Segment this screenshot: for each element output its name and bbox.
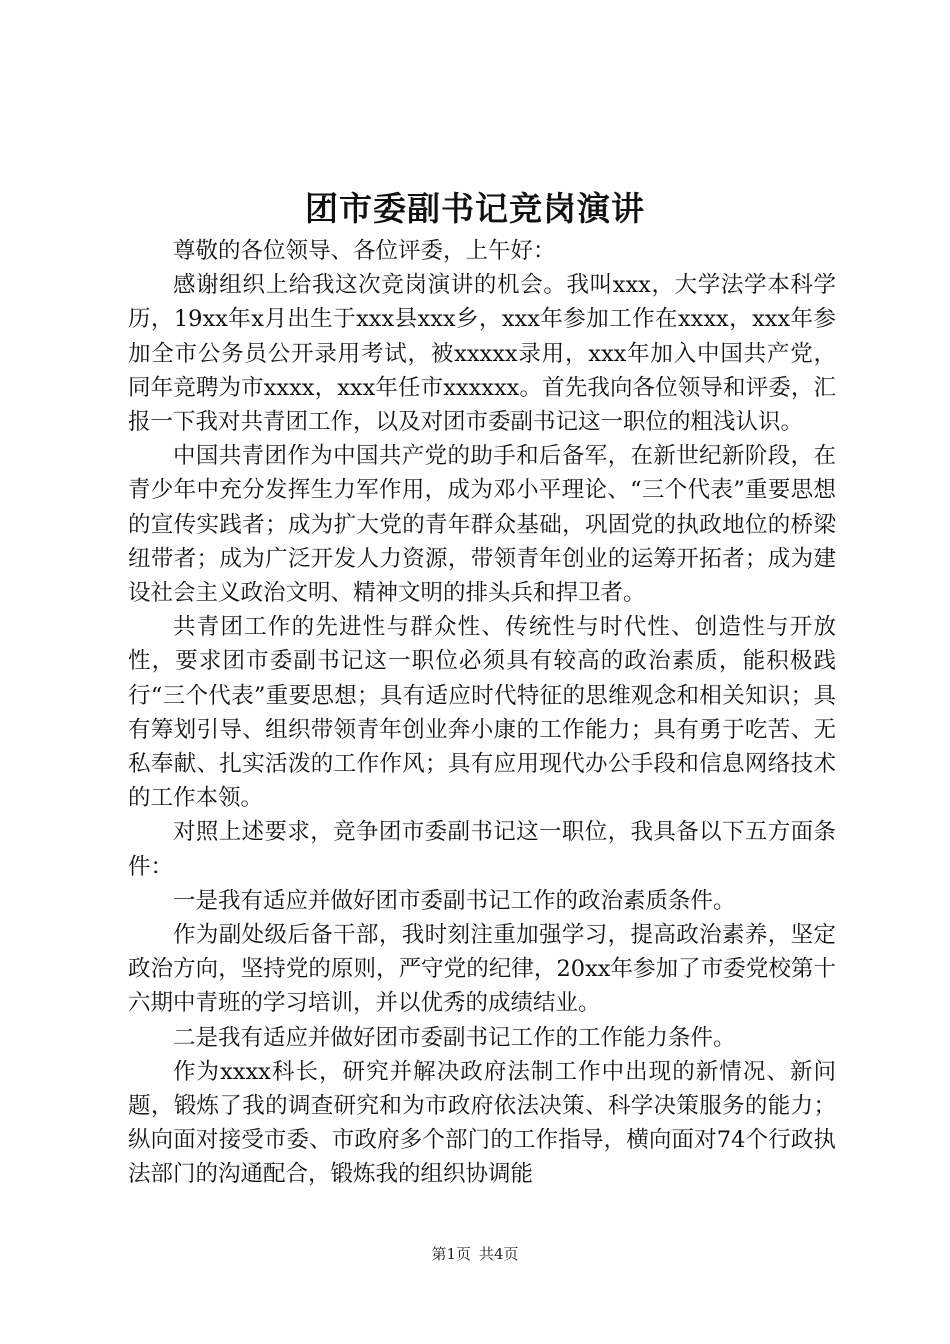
body-paragraph: 作为副处级后备干部，我时刻注重加强学习，提高政治素养，坚定政治方向，坚持党的原则，严守党的纪律，20xx年参加了市委党校第十六期中青班的学习培训，并以优秀的成绩结业。 <box>128 922 836 1017</box>
page-number: 第1页 <box>431 1245 471 1263</box>
body-paragraph: 二是我有适应并做好团市委副书记工作的工作能力条件。 <box>173 1024 736 1051</box>
body-paragraph: 共青团工作的先进性与群众性、传统性与时代性、创造性与开放性，要求团市委副书记这一职位必须具有较高的政治素质，能积极践行“三个代表”重要思想；具有适应时代特征的思维观念和相关知识；具有筹划引导、组织带领青年创业奔小康的工作能力；具有勇于吃苦、无私奉献、扎实活泼的工作作风；具有应用现代办公手段和信息网络技术的工作本领。 <box>128 614 836 812</box>
body-paragraph: 中国共青团作为中国共产党的助手和后备军，在新世纪新阶段，在青少年中充分发挥生力军作用，成为邓小平理论、“三个代表”重要思想的宣传实践者；成为扩大党的青年群众基础，巩固党的执政地位的桥梁纽带者；成为广泛开发人力资源，带领青年创业的运筹开拓者；成为建设社会主义政治文明、精神文明的排头兵和捍卫者。 <box>128 443 836 607</box>
document-body <box>128 234 836 1192</box>
document-title: 团市委副书记竞岗演讲 <box>305 189 645 228</box>
body-paragraph: 一是我有适应并做好团市委副书记工作的政治素质条件。 <box>173 887 736 914</box>
body-paragraph: 感谢组织上给我这次竞岗演讲的机会。我叫xxx，大学法学本科学历，19xx年x月出生于xxx县xxx乡，xxx年参加工作在xxxx，xxx年参加全市公务员公开录用考试，被xxxxx录用，xxx年加入中国共产党，同年竞聘为市xxxx，xxx年任市xxxxxx。首先我向各位领导和评委，汇报一下我对共青团工作，以及对团市委副书记这一职位的粗浅认识。 <box>128 272 836 436</box>
body-paragraph: 对照上述要求，竞争团市委副书记这一职位，我具备以下五方面条件： <box>128 819 836 880</box>
page-footer <box>0 1244 950 1264</box>
salutation-paragraph: 尊敬的各位领导、各位评委，上午好： <box>173 238 556 264</box>
body-paragraph: 作为xxxx科长，研究并解决政府法制工作中出现的新情况、新问题，锻炼了我的调查研究和为市政府依法决策、科学决策服务的能力；纵向面对接受市委、市政府多个部门的工作指导，横向面对74个行政执法部门的沟通配合，锻炼我的组织协调能 <box>128 1058 836 1188</box>
page-count: 共4页 <box>479 1245 519 1263</box>
